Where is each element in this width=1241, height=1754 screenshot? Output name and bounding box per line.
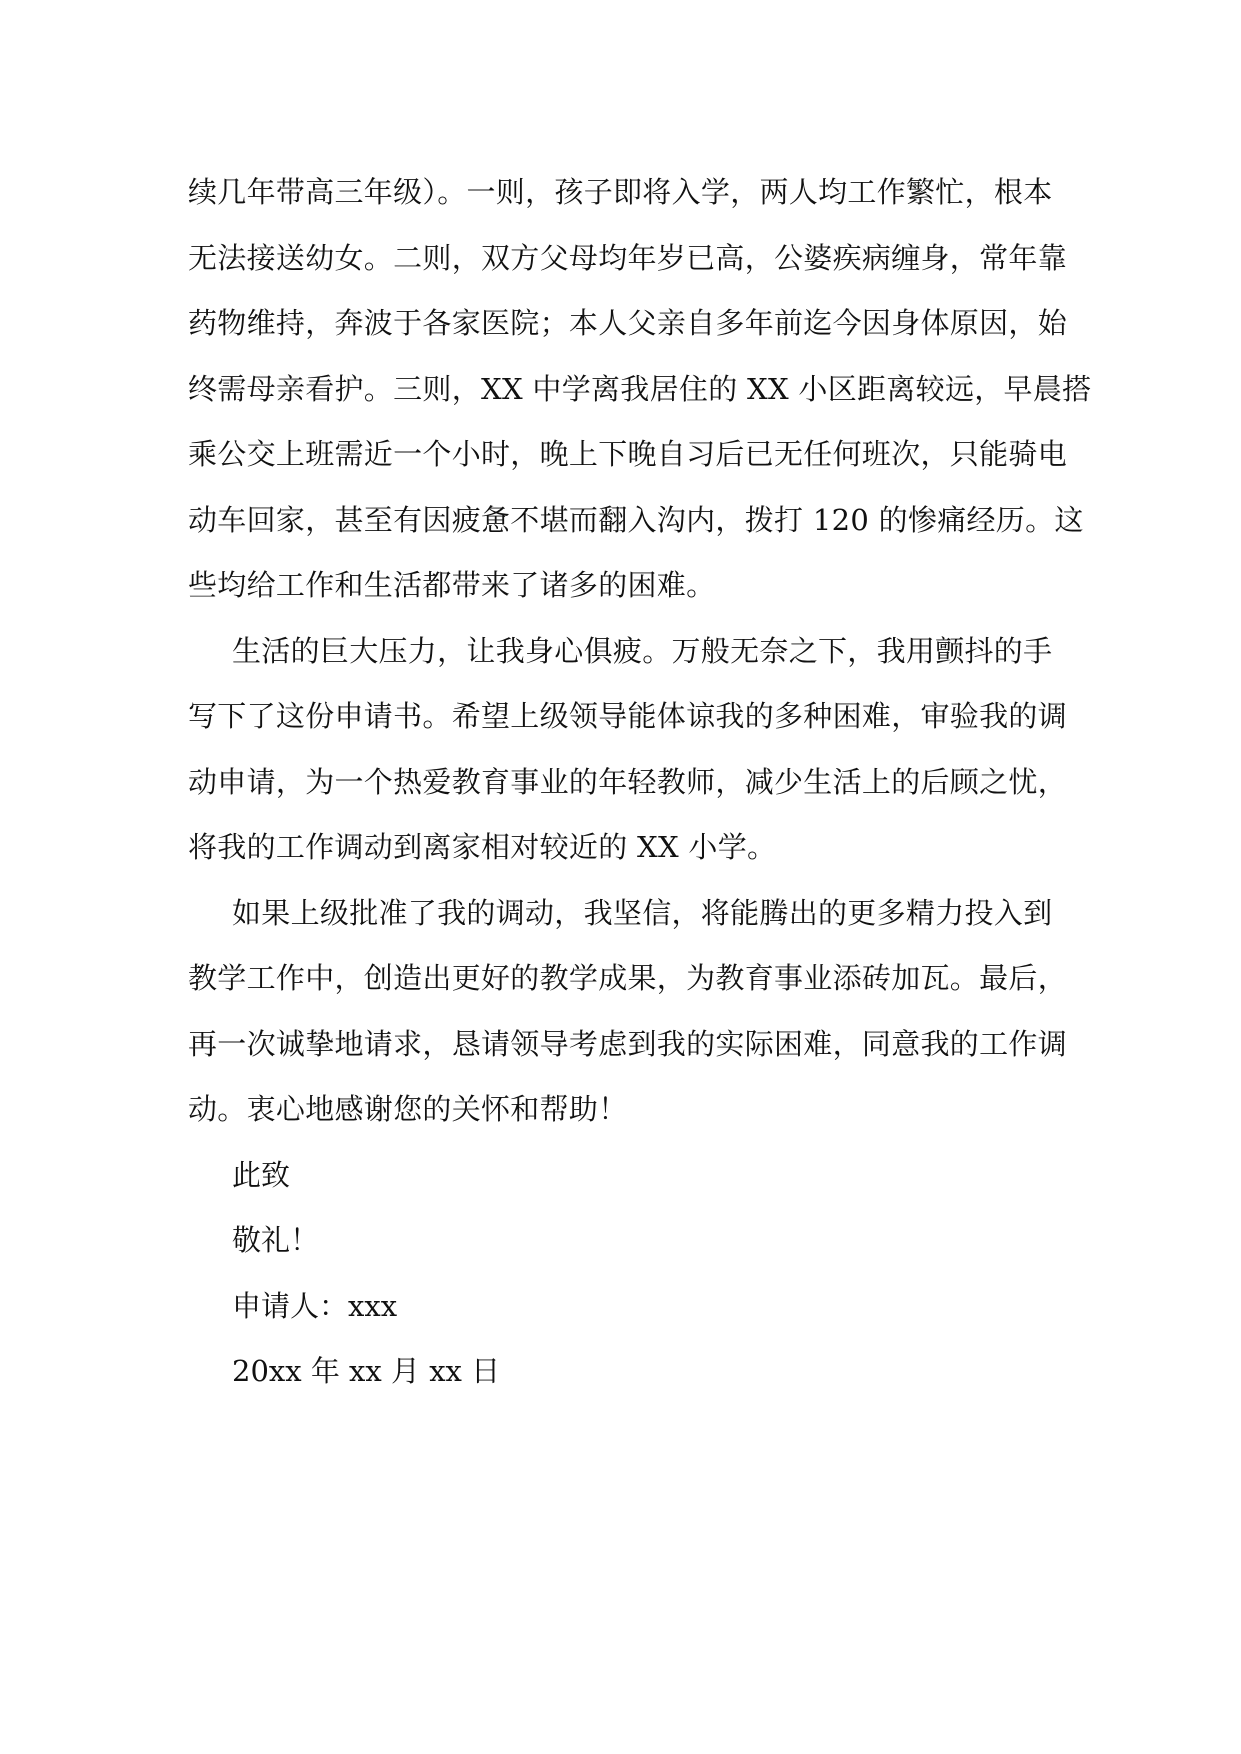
text-line: 药物维持，奔波于各家医院；本人父亲自多年前迄今因身体原因，始 xyxy=(188,306,1068,340)
application-date: 20xx 年 xx 月 xx 日 xyxy=(232,1354,501,1388)
text-line: 续几年带高三年级）。一则，孩子即将入学，两人均工作繁忙，根本 xyxy=(188,175,1053,209)
text-line: 乘公交上班需近一个小时，晚上下晚自习后已无任何班次，只能骑电 xyxy=(188,437,1068,471)
text-line: 将我的工作调动到离家相对较近的 XX 小学。 xyxy=(188,830,777,864)
document-page xyxy=(188,160,1092,1405)
applicant-signature: 申请人：xxx xyxy=(232,1288,398,1323)
text-line: 生活的巨大压力，让我身心俱疲。万般无奈之下，我用颤抖的手 xyxy=(232,633,1053,668)
text-line: 如果上级批准了我的调动，我坚信，将能腾出的更多精力投入到 xyxy=(232,895,1053,930)
paragraph-continuation xyxy=(188,160,1092,619)
text-line: 写下了这份申请书。希望上级领导能体谅我的多种困难，审验我的调 xyxy=(188,699,1068,733)
salutation-line-1: 此致 xyxy=(232,1157,291,1192)
paragraph-pressure xyxy=(188,619,1068,881)
text-line: 动申请，为一个热爱教育事业的年轻教师，减少生活上的后顾之忧， xyxy=(188,764,1068,799)
text-line: 教学工作中，创造出更好的教学成果，为教育事业添砖加瓦。最后， xyxy=(188,961,1068,995)
text-line: 终需母亲看护。三则，XX 中学离我居住的 XX 小区距离较远，早晨搭 xyxy=(188,371,1092,406)
text-line: 些均给工作和生活都带来了诸多的困难。 xyxy=(188,568,716,602)
text-line: 动车回家，甚至有因疲惫不堪而翻入沟内，拨打 120 的惨痛经历。这 xyxy=(188,502,1084,537)
text-line: 动。衷心地感谢您的关怀和帮助！ xyxy=(188,1092,628,1126)
text-line: 无法接送幼女。二则，双方父母均年岁已高，公婆疾病缠身，常年靠 xyxy=(188,240,1068,275)
text-line: 再一次诚挚地请求，恳请领导考虑到我的实际困难，同意我的工作调 xyxy=(188,1026,1068,1061)
paragraph-request xyxy=(188,881,1068,1143)
salutation-line-2: 敬礼！ xyxy=(232,1223,320,1257)
